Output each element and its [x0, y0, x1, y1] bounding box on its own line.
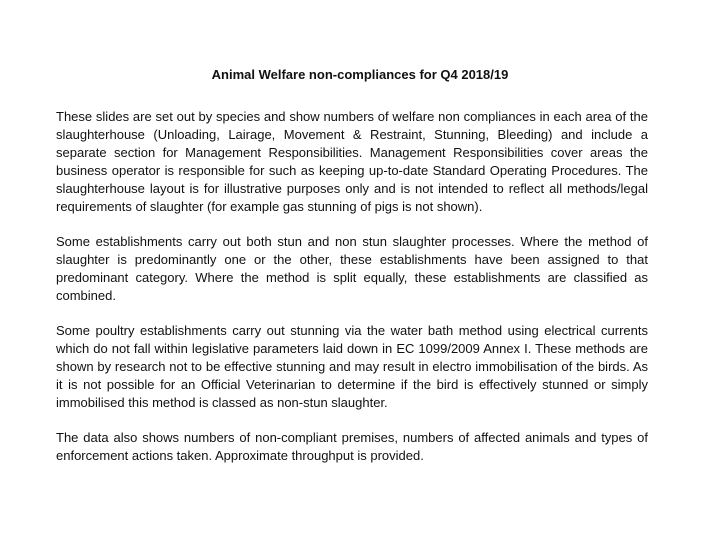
paragraph-poultry-stunning: Some poultry establishments carry out stunning via the water bath method using electrical currents which do not fall within legislative parameters laid down in EC 1099/2009 Annex I. These methods are shown by research not to be effective stunning and may result in electro immobilisation of the birds. As it is not possible for an Official Veterinarian to determine if the bird is effectively stunned or simply immobilised this method is classed as non-stun slaughter.	[56, 323, 648, 410]
paragraph-data-summary: The data also shows numbers of non-compliant premises, numbers of affected animals and types of enforcement actions taken. Approximate throughput is provided.	[56, 430, 648, 463]
body-text	[56, 108, 648, 482]
page-title: Animal Welfare non-compliances for Q4 2018/19	[211, 67, 509, 82]
paragraph-slides-overview: These slides are set out by species and show numbers of welfare non compliances in each area of the slaughterhouse (Unloading, Lairage, Movement & Restraint, Stunning, Bleeding) and include a separate section for Management Responsibilities. Management Responsibilities cover areas the business operator is responsible for such as keeping up-to-date Standard Operating Procedures. The slaughterhouse layout is for illustrative purposes only and is not intended to reflect all methods/legal requirements of slaughter (for example gas stunning of pigs is not shown).	[56, 109, 648, 214]
paragraph-stun-methods: Some establishments carry out both stun and non stun slaughter processes. Where the method of slaughter is predominantly one or the other, these establishments have been assigned to that predominant category. Where the method is split equally, these establishments are classified as combined.	[56, 234, 648, 303]
